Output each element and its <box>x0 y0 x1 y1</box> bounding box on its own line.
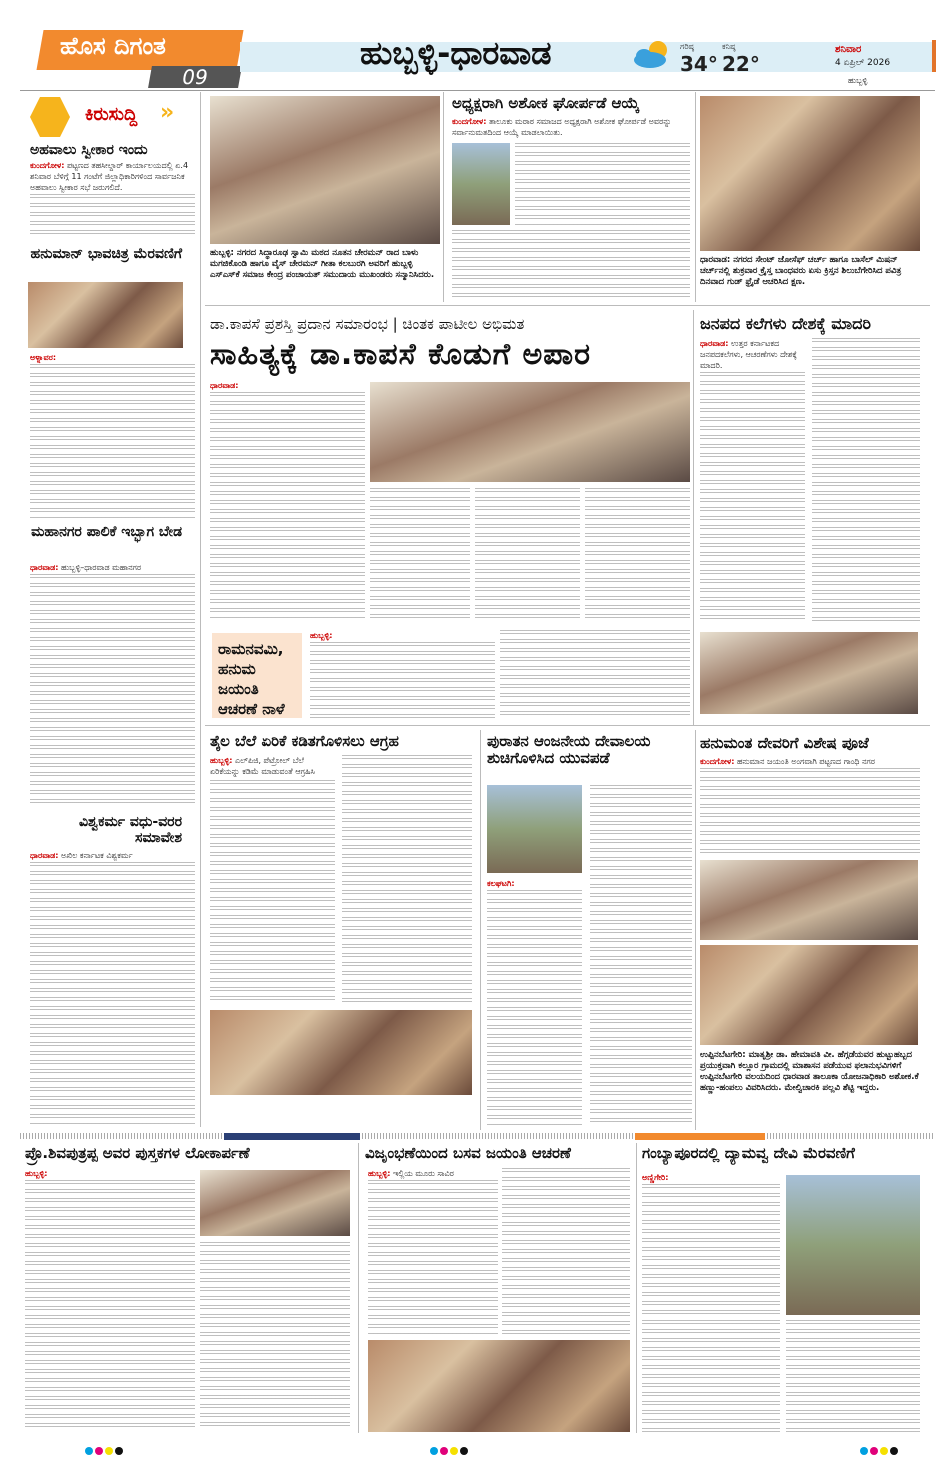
article-lead: ಧಾರವಾಡ: ಹುಬ್ಬಳ್ಳಿ–ಧಾರವಾಡ ಮಹಾನಗರ <box>30 563 142 572</box>
lead-headline: ಸಾಹಿತ್ಯಕ್ಕೆ ಡಾ.ಕಾಪಸೆ ಕೊಡುಗೆ ಅಪಾರ <box>210 337 591 372</box>
headline: ಅಧ್ಯಕ್ಷರಾಗಿ ಅಶೋಕ ಘೋರ್ಪಡೆ ಆಯ್ಕೆ <box>452 94 640 112</box>
article-lead: ಹುಬ್ಬಳ್ಳಿ: ಎಲ್‌ಪಿಜಿ, ಪೆಟ್ರೋಲ್ ಬೆಲೆ ಏರಿಕೆಯನ್ನು ಕಡಿಮೆ ಮಾಡುವಂತೆ ಆಗ್ರಹಿಸಿ <box>210 756 315 776</box>
article-lead: ಅಣ್ಣಿಗೇರಿ: <box>642 1173 669 1182</box>
divider <box>205 305 930 306</box>
photo <box>700 860 918 940</box>
edition-title: ಹುಬ್ಬಳ್ಳಿ-ಧಾರವಾಡ <box>360 34 552 72</box>
date: 4 ಏಪ್ರಿಲ್ 2026 <box>835 58 891 68</box>
article-body <box>30 194 195 239</box>
photo <box>370 382 690 482</box>
max-temp: ಗರಿಷ್ಠ 34° <box>680 42 718 76</box>
photo-caption: ಹುಬ್ಬಳ್ಳಿ: ನಗರದ ಸಿದ್ಧಾರೂಢ ಸ್ವಾಮಿ ಮಠದ ನೂತನ ಚೇರಮನ್ ರಾದ ಬಾಳು ಮಗಜಿಕೊಂಡಿ ಹಾಗೂ ವೈಸ್ ಚೇರಮನ್ ಗೀತಾ ಕಲಬುರಗಿ ಅವರಿಗೆ ಹುಬ್ಬಳ್ಳಿ ಎಸ್‌ಎಸ್‌ಕೆ ಸಮಾಜ ಕೇಂದ್ರ ಪಂಚಾಯತ್ ಸಮುದಾಯ ಮುಖಂಡರು ಸನ್ಮಾನಿಸಿದರು. <box>210 248 435 280</box>
color-bar <box>224 1133 360 1140</box>
highlight-box: ರಾಮನವಮಿ, ಹನುಮ ಜಯಂತಿ ಆಚರಣೆ ನಾಳೆ <box>212 633 302 718</box>
masthead-band <box>240 42 935 72</box>
article-lead: ಕುಂದಗೋಳ: ಪಟ್ಟಣದ ತಹಸೀಲ್ದಾರ್ ಕಾರ್ಯಾಲಯದಲ್ಲಿ ಏ.4 ಶನಿವಾರ ಬೆಳಿಗ್ಗೆ 11 ಗಂಟೆಗೆ ಜಿಲ್ಲಾಧಿಕಾರಿಗಳಿಂದ ಸಾರ್ವಜನಿಕ ಅಹವಾಲು ಸ್ವೀಕಾರ ಸಭೆ ಜರುಗಲಿದೆ. <box>30 161 189 192</box>
day: ಶನಿವಾರ <box>835 44 862 55</box>
article-body <box>368 1180 498 1335</box>
article-body <box>502 1168 630 1335</box>
kicker: ಡಾ.ಕಾಪಸೆ ಪ್ರಶಸ್ತಿ ಪ್ರದಾನ ಸಮಾರಂಭ | ಚಿಂತಕ ಪಾಟೀಲ ಅಭಿಮತ <box>210 315 525 333</box>
article-lead: ಧಾರವಾಡ: ಅಖಿಲ ಕರ್ನಾಟಕ ವಿಶ್ವಕರ್ಮ <box>30 851 133 860</box>
article-body <box>30 364 195 520</box>
photo <box>700 96 920 251</box>
article-body <box>210 392 365 620</box>
headline: ಪ್ರೊ.ಶಿವಪುತ್ರಪ್ಪ ಅವರ ಪುಸ್ತಕಗಳ ಲೋಕಾರ್ಪಣೆ <box>25 1144 250 1162</box>
article-body <box>642 1320 780 1432</box>
newspaper-logo: ಹೊಸ ದಿಗಂತ <box>60 32 166 60</box>
min-temp: ಕನಿಷ್ಠ 22° <box>722 42 760 76</box>
partly-cloudy-icon <box>630 36 674 70</box>
photo <box>210 1010 472 1095</box>
headline: ವಿಜೃಂಭಣೆಯಿಂದ ಬಸವ ಜಯಂತಿ ಆಚರಣೆ <box>365 1144 571 1162</box>
article-lead: ಹುಬ್ಬಳ್ಳಿ: <box>25 1169 48 1178</box>
article-body <box>700 372 805 624</box>
registration-marks <box>85 1440 125 1459</box>
photo <box>700 945 918 1045</box>
divider <box>205 725 930 726</box>
article-body <box>30 862 195 1124</box>
photo <box>210 96 440 244</box>
article-lead: ಧಾರವಾಡ: <box>210 381 239 390</box>
photo-caption: ಉಪ್ಪಿನಬೆಟಗೇರಿ: ಮಾತೃಶ್ರೀ ಡಾ. ಹೇಮಾವತಿ ವೀ. ಹೆಗ್ಗಡೆಯವರ ಹುಟ್ಟುಹಬ್ಬದ ಪ್ರಯುಕ್ತವಾಗಿ ಕಲ್ಲೂರ ಗ್ರಾಮದಲ್ಲಿ ಮಾಶಾಸನ ಪಡೆಯುವ ಫಲಾನುಭವಿಗಳಿಗೆ ಉಪ್ಪಿನಬೆಟಗೇರಿ ವಲಯದಿಂದ ಧಾರವಾಡ ತಾಲೂಕಾ ಯೋಜನಾಧಿಕಾರಿ ಅಶೋಕ.ಕೆ ಹಣ್ಣು-ಹಂಪಲು ವಿವರಿಸಿದರು. ಮೇಲ್ವಿಚಾರಕಿ ಪಲ್ಲವಿ ಶೆಟ್ಟಿ ಇದ್ದರು. <box>700 1050 919 1093</box>
city: ಹುಬ್ಬಳ್ಳಿ <box>848 76 868 85</box>
article-body <box>700 768 920 856</box>
photo <box>786 1175 920 1315</box>
photo <box>28 282 183 348</box>
section-title: ಕಿರುಸುದ್ದಿ <box>85 104 138 125</box>
portrait-photo <box>452 143 510 225</box>
article-lead: ಹುಬ್ಬಳ್ಳಿ: ಇಲ್ಲಿಯ ಮೂರು ಸಾವಿರ <box>368 1169 454 1178</box>
registration-marks <box>430 1440 470 1459</box>
article-body <box>500 630 690 720</box>
article-lead: ಅಳ್ನಾವರ: <box>30 353 57 362</box>
divider <box>636 1143 637 1433</box>
registration-marks <box>860 1440 900 1459</box>
page-number: 09 <box>148 66 242 88</box>
article-body <box>452 230 690 298</box>
article-lead: ಧಾರವಾಡ: ಉತ್ತರ ಕರ್ನಾಟಕದ ಜನಪದಕಲೆಗಳು, ಆಚರಣೆಗಳು ದೇಶಕ್ಕೆ ಮಾದರಿ. <box>700 339 797 370</box>
article-body <box>585 488 690 620</box>
headline: ತೈಲ ಬೆಲೆ ಏರಿಕೆ ಕಡಿತಗೊಳಿಸಲು ಆಗ್ರಹ <box>210 732 399 750</box>
divider <box>200 92 201 1127</box>
headline: ಜನಪದ ಕಲೆಗಳು ದೇಶಕ್ಕೆ ಮಾದರಿ <box>700 314 871 333</box>
photo <box>700 632 918 714</box>
article-body <box>812 338 920 624</box>
article-lead: ಕುಂದಗೋಳ: ತಾಲೂಕು ಮರಾಠ ಸಮಾಜದ ಅಧ್ಯಕ್ಷರಾಗಿ ಅಶೋಕ ಘೋರ್ಪಡೆ ಅವರನ್ನು ಸರ್ವಾನುಮತದಿಂದ ಆಯ್ಕೆ ಮಾಡಲಾಯಿತು. <box>452 117 672 137</box>
divider <box>20 90 935 91</box>
article-body <box>310 642 495 720</box>
headline: ಹನುಮಂತ ದೇವರಿಗೆ ವಿಶೇಷ ಪೂಜೆ <box>700 734 869 752</box>
article-lead: ಕುಂದಗೋಳ: ಹನುಮಾನ ಜಯಂತಿ ಅಂಗವಾಗಿ ಪಟ್ಟಣದ ಗಾಂಧಿ ನಗರ <box>700 757 875 766</box>
article-body <box>25 1180 195 1430</box>
headline: ಅಹವಾಲು ಸ್ವೀಕಾರ ಇಂದು <box>30 142 148 158</box>
headline: ಹನುಮಾನ್ ಭಾವಚಿತ್ರ ಮೆರವಣಿಗೆ <box>30 246 182 262</box>
headline: ಗಂಬ್ಯಾಪೂರದಲ್ಲಿ ದ್ಯಾಮವ್ವ ದೇವಿ ಮೆರವಣಿಗೆ <box>642 1144 855 1162</box>
article-body <box>210 780 335 1005</box>
divider <box>20 1133 935 1139</box>
divider <box>693 310 694 725</box>
article-body <box>200 1242 350 1430</box>
article-body <box>30 574 195 808</box>
divider <box>695 92 696 302</box>
hand-icon <box>30 97 70 137</box>
color-bar <box>635 1133 765 1140</box>
divider <box>695 730 696 1130</box>
article-lead: ಕಲಘಟಗಿ: <box>487 879 515 888</box>
article-lead: ಹುಬ್ಬಳ್ಳಿ: <box>310 631 333 640</box>
article-body <box>590 785 692 1125</box>
headline: ಪುರಾತನ ಆಂಜನೇಯ ದೇವಾಲಯ ಶುಚಿಗೊಳಿಸಿದ ಯುವಪಡೆ <box>487 732 651 768</box>
article-body <box>370 488 470 620</box>
photo <box>368 1340 630 1432</box>
chevron-icon: » <box>160 100 175 125</box>
article-body <box>786 1320 920 1432</box>
divider <box>480 730 481 1130</box>
photo-caption: ಧಾರವಾಡ: ನಗರದ ಸೇಂಟ್ ಜೋಸೆಫ್ ಚರ್ಚ್ ಹಾಗೂ ಬಾಸೆಲ್ ಮಿಷನ್ ಚರ್ಚ್‌ನಲ್ಲಿ ಶುಕ್ರವಾರ ಕ್ರೈಸ್ತ ಬಾಂಧವರು ಏಸು ಕ್ರಿಸ್ತನ ಶಿಲುಬೆಗೇರಿಸಿದ ಪವಿತ್ರ ದಿನವಾದ ಗುಡ್ ಫ್ರೈಡೆ ಆಚರಿಸಿದ ಕ್ಷಣ. <box>700 255 902 287</box>
article-body <box>487 890 582 1125</box>
headline: ಮಹಾನಗರ ಪಾಲಿಕೆ ಇಬ್ಭಾಗ ಬೇಡ <box>31 524 182 540</box>
article-body <box>342 755 472 1005</box>
headline: ವಿಶ್ವಕರ್ಮ ವಧು-ವರರ ಸಮಾವೇಶ <box>78 814 182 847</box>
divider <box>358 1143 359 1433</box>
photo <box>200 1170 350 1236</box>
article-body <box>642 1184 780 1314</box>
article-body <box>515 143 690 225</box>
article-body <box>475 488 580 620</box>
photo <box>487 785 582 873</box>
divider <box>443 92 444 302</box>
band-accent <box>932 40 936 72</box>
